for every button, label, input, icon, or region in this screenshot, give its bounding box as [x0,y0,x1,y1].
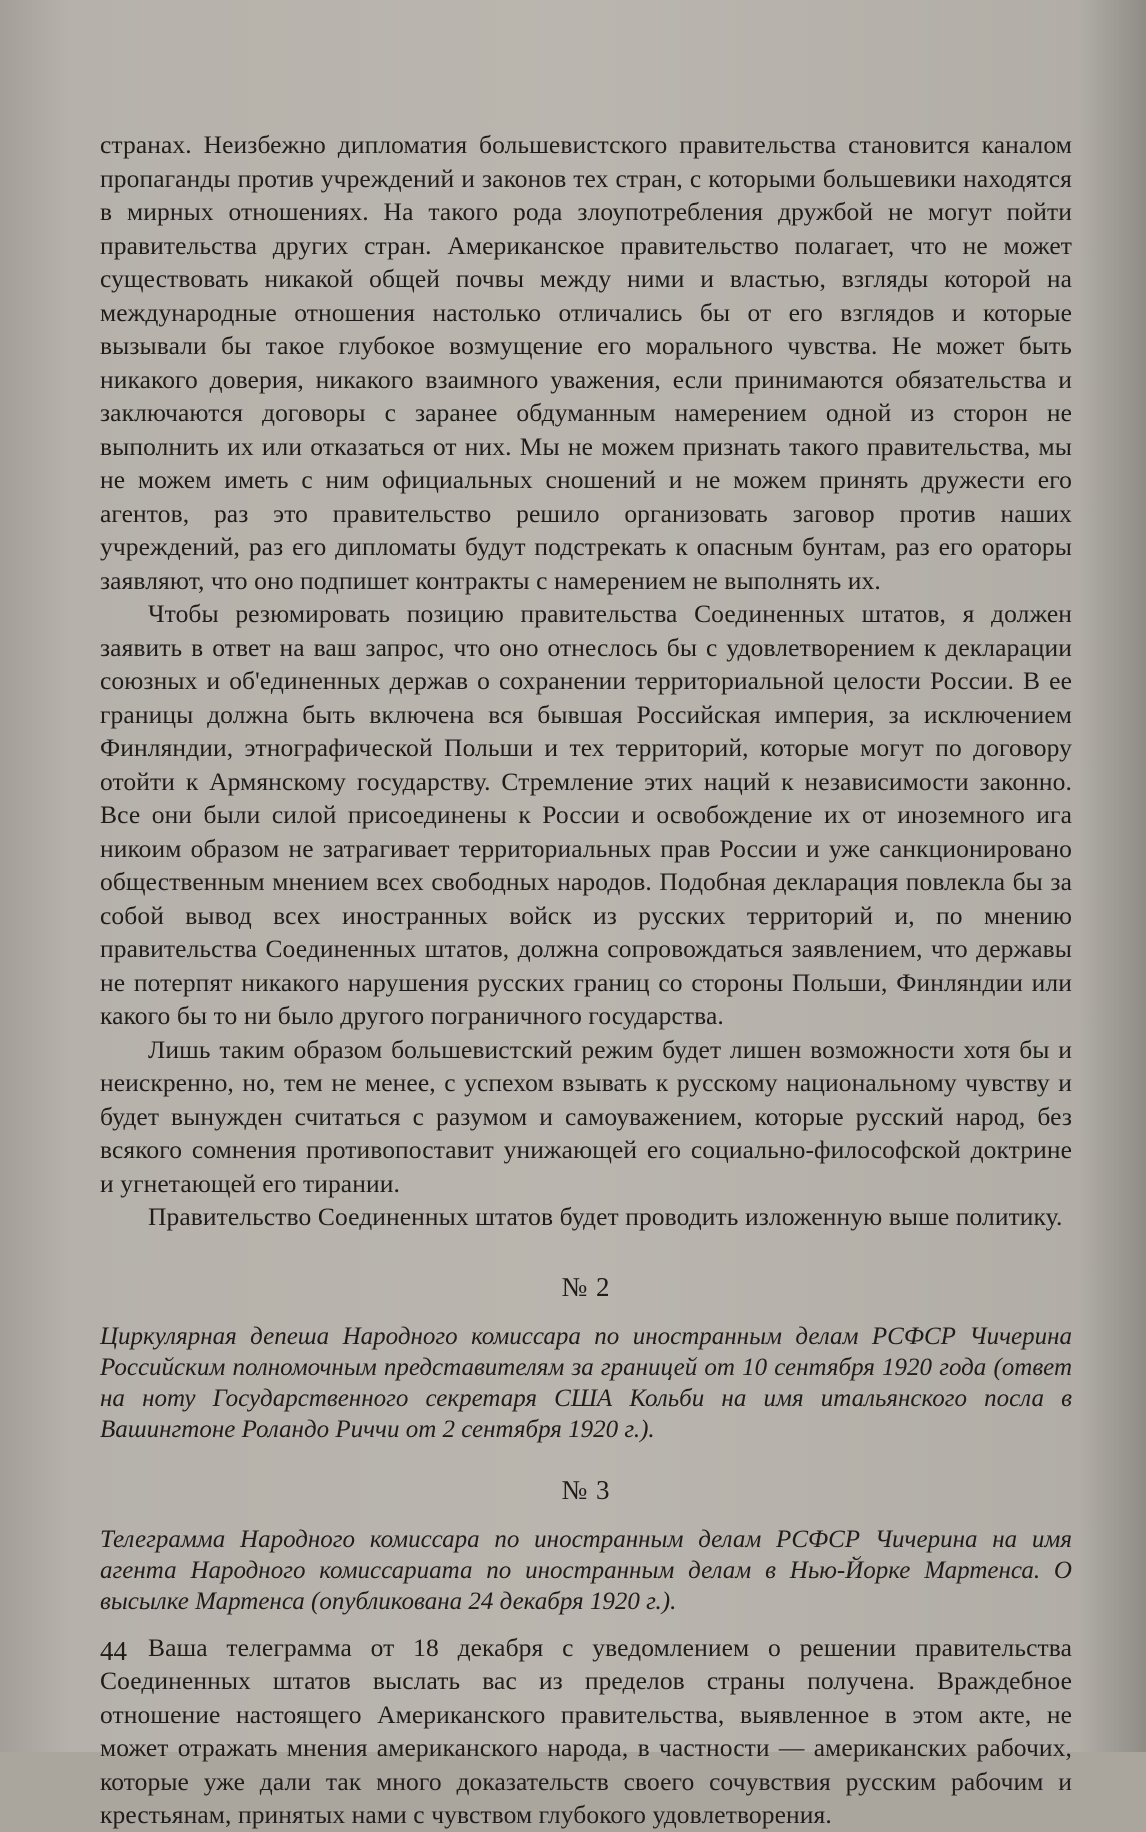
document-number-2: № 2 [561,1271,611,1302]
document-heading-3: Телеграмма Народного комиссара по иностранным делам РСФСР Чичерина на имя агента Народного комиссариата по иностранным делам в Нью-Йорке Мартенса. О высылке Мартенса (опубликована 24 декабря 1920 г.). [100,1525,1072,1615]
telegram-body: Ваша телеграмма от 18 декабря с уведомлением о решении правительства Соединенных штатов выслать вас из пределов страны получена. Враждебное отношение настоящего Американского правительства, выявленное в этом акте, не может отражать мнения американского народа, в частности — американских рабочих, которые уже дали так много доказательств своего сочувствия русским рабочим и крестьянам, принятых нами с чувством глубокого удовлетворения. [100,1632,1072,1829]
paragraph-4: Правительство Соединенных штатов будет проводить изложенную выше политику. [148,1202,1063,1231]
paragraph-2: Чтобы резюмировать позицию правительства Соединенных штатов, я должен заявить в ответ на ваш запрос, что оно отнеслось бы с удовлетворением к декларации союзных и об'единенных держав о сохранении территориальной целости России. В ее границы должна быть включена вся бывшая Российская империя, за исключением Финляндии, этнографической Польши и тех территорий, которые могут по договору отойти к Армянскому государству. Стремление этих наций к независимости законно. Все они были силой присоединены к России и освобождение их от иноземного ига никоим образом не затрагивает территориальных прав России и уже санкционировано общественным мнением всех свободных народов. Подобная декларация повлекла бы за собой вывод всех иностранных войск из русских территорий и, по мнению правительства Соединенных штатов, должна сопровождаться заявлением, что державы не потерпят никакого нарушения русских границ со стороны Польши, Финляндии или какого бы то ни было другого пограничного государства. [100,599,1072,1030]
paragraph-1: странах. Неизбежно дипломатия большевистского правительства становится каналом пропаганды против учреждений и законов тех стран, с которыми большевики находятся в мирных отношениях. На такого рода злоупотребления дружбой не могут пойти правительства других стран. Американское правительство полагает, что не может существовать никакой общей почвы между ними и властью, взгляды которой на международные отношения настолько отличались бы от его взглядов и которые вызывали бы такое глубокое возмущение его морального чувства. Не может быть никакого доверия, никакого взаимного уважения, если принимаются обязательства и заключаются договоры с заранее обдуманным намерением одной из сторон не выполнить их или отказаться от них. Мы не можем признать такого правительства, мы не можем иметь с ним официальных сношений и не можем принять дружести его агентов, раз это правительство решило организовать заговор против наших учреждений, раз его дипломаты будут подстрекать к опасным бунтам, раз его ораторы заявляют, что оно подпишет контракты с намерением не выполнять их. [100,130,1072,595]
paragraph-3: Лишь таким образом большевистский режим будет лишен возможности хотя бы и неискренно, но, тем не менее, с успехом взывать к русскому национальному чувству и будет вынужден считаться с разумом и самоуважением, которые русский народ, без всякого сомнения противопоставит унижающей его социально-философской доктрине и угнетающей его тирании. [100,1034,1072,1198]
document-number-3: № 3 [561,1474,611,1505]
text-column [100,128,1072,1832]
document-heading-2: Циркулярная депеша Народного комиссара по иностранным делам РСФСР Чичерина Российским полномочным представителям за границей от 10 сентября 1920 года (ответ на ноту Государственного секретаря США Кольби на имя итальянского посла в Вашингтоне Роландо Риччи от 2 сентября 1920 г.). [100,1322,1072,1443]
page-number: 44 [100,1636,127,1666]
